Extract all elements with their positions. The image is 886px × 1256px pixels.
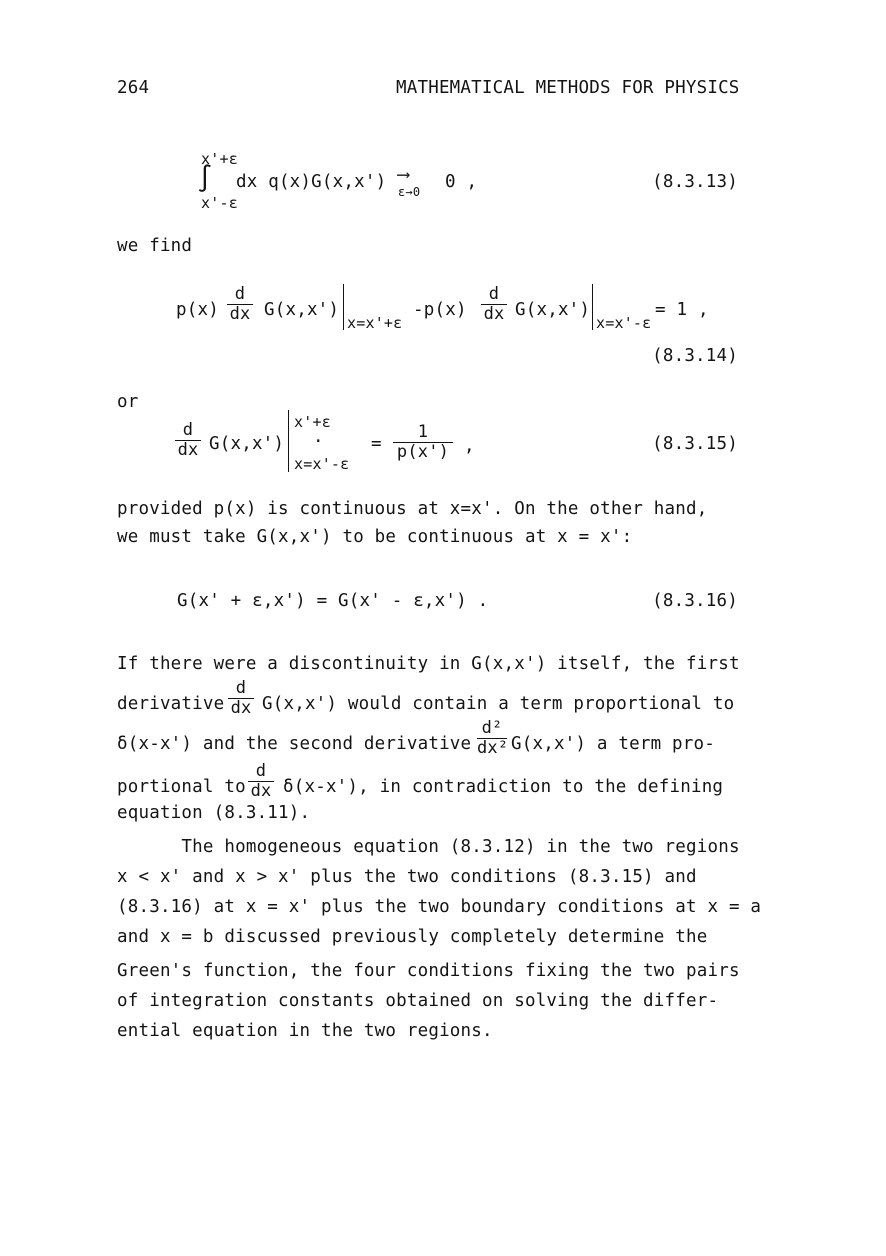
line-text: G(x,x') a term pro- bbox=[511, 734, 715, 754]
equation-number: (8.3.14) bbox=[652, 346, 738, 366]
fraction-numerator: d² bbox=[481, 718, 503, 738]
integral-sign: ∫ bbox=[197, 164, 213, 194]
fraction-numerator: d bbox=[255, 761, 267, 781]
equation-number: (8.3.15) bbox=[652, 434, 738, 454]
paragraph-line: of integration constants obtained on solving the differ- bbox=[117, 991, 719, 1011]
paragraph-line: If there were a discontinuity in G(x,x') itself, the first bbox=[117, 654, 740, 674]
line-text: derivative bbox=[117, 694, 225, 714]
evaluation-upper: x'+ε bbox=[294, 413, 331, 431]
paragraph-line: Green's function, the four conditions fixing the two pairs bbox=[117, 961, 740, 981]
fraction-numerator: d bbox=[234, 284, 246, 304]
line-text: δ(x-x'), in contradiction to the defining bbox=[283, 777, 724, 797]
paragraph-line: provided p(x) is continuous at x=x'. On the other hand, bbox=[117, 499, 708, 519]
fraction-numerator: d bbox=[182, 420, 194, 440]
evaluation-lower: x=x'-ε bbox=[294, 455, 350, 473]
fraction-denominator: dx bbox=[177, 440, 199, 460]
text-or: or bbox=[117, 392, 139, 412]
fraction-numerator: d bbox=[488, 284, 500, 304]
line-text: portional to bbox=[117, 777, 246, 797]
p-of-x: p(x) bbox=[176, 300, 219, 320]
equation-number: (8.3.16) bbox=[652, 591, 738, 611]
evaluation-bar bbox=[288, 410, 289, 472]
fraction-denominator: dx bbox=[229, 304, 251, 324]
green-function: G(x,x') bbox=[515, 300, 591, 320]
minus-p-of-x: -p(x) bbox=[413, 300, 467, 320]
fraction-denominator: dx bbox=[250, 781, 272, 801]
derivative-fraction bbox=[227, 286, 253, 323]
page-number: 264 bbox=[117, 78, 150, 98]
fraction-numerator: 1 bbox=[417, 422, 429, 442]
paragraph-line: x < x' and x > x' plus the two conditions (8.3.15) and bbox=[117, 867, 697, 887]
running-title: MATHEMATICAL METHODS FOR PHYSICS bbox=[396, 78, 740, 98]
paragraph-line: and x = b discussed previously completely determine the bbox=[117, 927, 708, 947]
paragraph-line: ential equation in the two regions. bbox=[117, 1021, 493, 1041]
text-we-find: we find bbox=[117, 236, 193, 256]
paragraph-line: The homogeneous equation (8.3.12) in the two regions bbox=[117, 837, 740, 857]
evaluation-dot: · bbox=[313, 432, 324, 452]
second-derivative-fraction bbox=[477, 720, 507, 757]
paragraph-line: we must take G(x,x') to be continuous at x = x': bbox=[117, 527, 633, 547]
equation-rhs: = 1 , bbox=[655, 300, 709, 320]
integral-rhs: 0 , bbox=[445, 172, 478, 192]
fraction-numerator: d bbox=[235, 678, 247, 698]
paragraph-line: equation (8.3.11). bbox=[117, 803, 311, 823]
integral-upper-limit: x'+ε bbox=[201, 150, 238, 168]
continuity-expression: G(x' + ε,x') = G(x' - ε,x') . bbox=[177, 591, 489, 611]
trailing-comma: , bbox=[464, 436, 475, 456]
derivative-fraction bbox=[175, 422, 201, 459]
integrand: dx q(x)G(x,x') bbox=[236, 172, 387, 192]
fraction-denominator: dx bbox=[230, 698, 252, 718]
green-function: G(x,x') bbox=[264, 300, 340, 320]
fraction-denominator: dx bbox=[483, 304, 505, 324]
fraction-denominator: dx² bbox=[477, 738, 509, 758]
line-text: δ(x-x') and the second derivative bbox=[117, 734, 472, 754]
limit-subscript: ε→0 bbox=[398, 185, 421, 199]
derivative-fraction bbox=[228, 680, 254, 717]
integral-lower-limit: x'-ε bbox=[201, 194, 238, 212]
derivative-fraction bbox=[481, 286, 507, 323]
derivative-fraction bbox=[248, 763, 274, 800]
equation-number: (8.3.13) bbox=[652, 172, 738, 192]
evaluation-point: x=x'-ε bbox=[596, 314, 652, 332]
limit-arrow: ⟶ bbox=[398, 164, 410, 185]
evaluation-point: x=x'+ε bbox=[347, 314, 403, 332]
equals-sign: = bbox=[371, 434, 382, 454]
evaluation-bar bbox=[343, 284, 344, 330]
reciprocal-fraction bbox=[393, 424, 453, 461]
line-text: G(x,x') would contain a term proportional to bbox=[262, 694, 735, 714]
fraction-denominator: p(x') bbox=[396, 442, 450, 462]
evaluation-bar bbox=[592, 284, 593, 330]
paragraph-line: (8.3.16) at x = x' plus the two boundary conditions at x = a bbox=[117, 897, 762, 917]
green-function: G(x,x') bbox=[209, 434, 285, 454]
